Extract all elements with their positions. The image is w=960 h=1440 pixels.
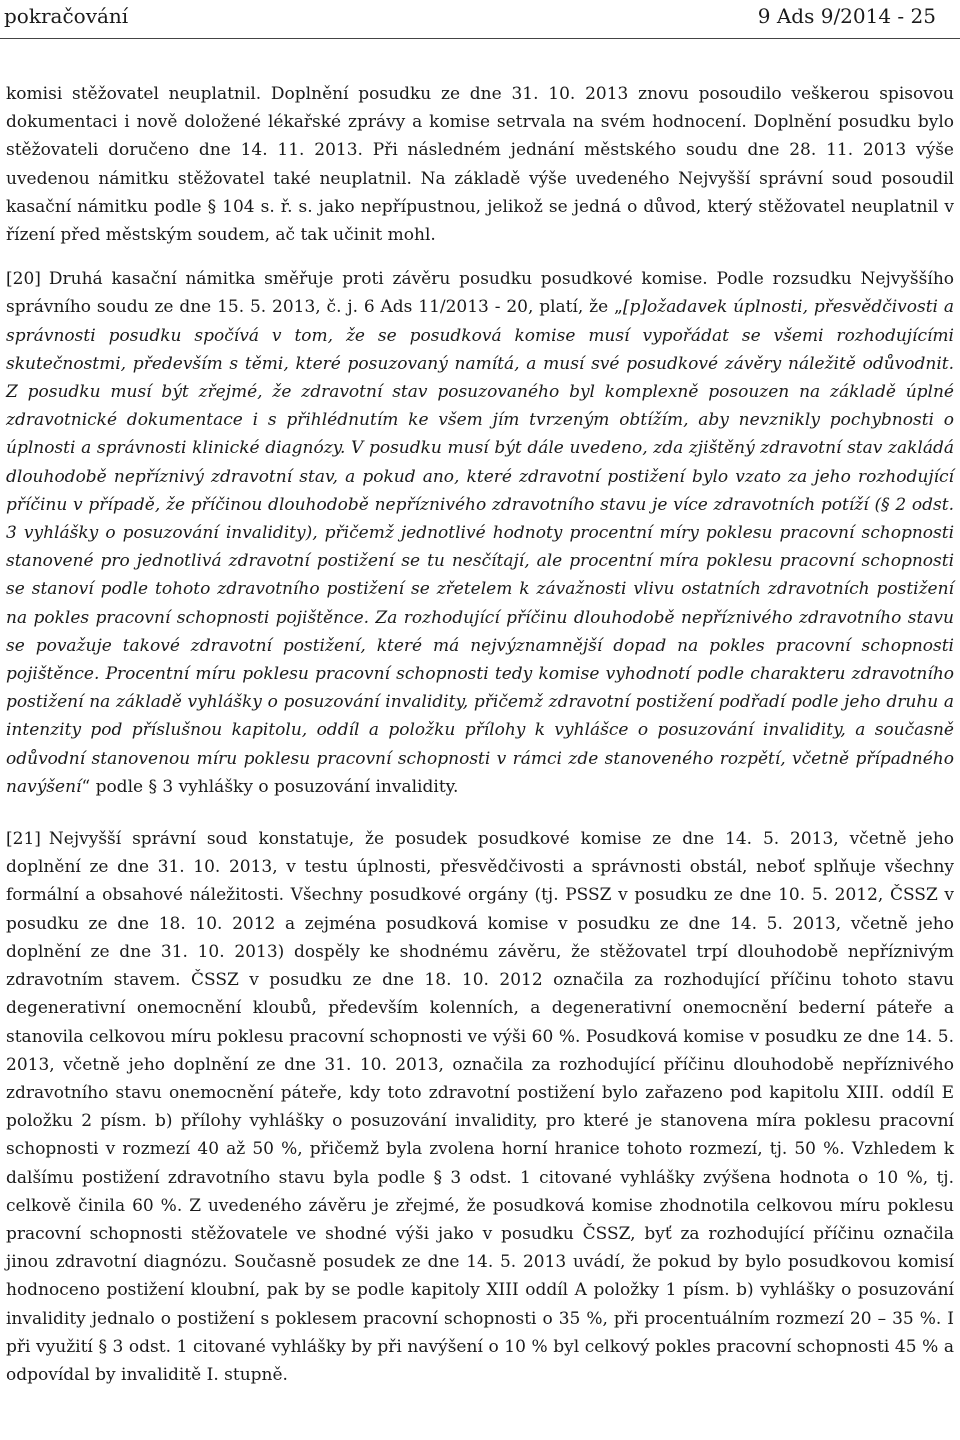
paragraph-21 — [6, 825, 954, 1389]
header-divider — [0, 38, 960, 39]
document-body — [6, 80, 954, 1405]
paragraph-tail: “ podle § 3 vyhlášky o posuzování invalidity. — [81, 776, 459, 797]
paragraph-continuation: komisi stěžovatel neuplatnil. Doplnění posudku ze dne 31. 10. 2013 znovu posoudilo veškerou spisovou dokumentaci i nově doložené lékařské zprávy a komise setrvala na svém hodnocení. Doplnění posudku bylo stěžovateli doručeno dne 14. 11. 2013. Při následném jednání městského soudu dne 28. 11. 2013 výše uvedenou námitku stěžovatel také neuplatnil. Na základě výše uvedeného Nejvyšší správní soud posoudil kasační námitku podle § 104 s. ř. s. jako nepřípustnou, jelikož se jedná o důvod, který stěžovatel neuplatnil v řízení před městským soudem, ač tak učinit mohl. — [6, 84, 954, 246]
paragraph-20 — [6, 265, 954, 801]
header-continuation: pokračování — [4, 4, 129, 28]
paragraph-lead: Druhá kasační námitka směřuje proti závěru posudku posudkové komise. Podle rozsudku Nejvyššího správního soudu ze dne 15. 5. 2013, č. j. 6 Ads 11/2013 - 20, platí, že „ — [6, 269, 954, 318]
court-citation-quote: [p]ožadavek úplnosti, přesvědčivosti a správnosti posudku spočívá v tom, že se posudková komise musí vypořádat se všemi rozhodujícími skutečnostmi, především s těmi, které posuzovaný namítá, a musí své posudkové závěry náležitě odůvodnit. Z posudku musí být zřejmé, že zdravotní stav posuzovaného byl komplexně posouzen na základě úplné zdravotnické dokumentace i s přihlédnutím ke všem jím tvrzeným obtížím, aby nevznikly pochybnosti o úplnosti a správnosti klinické diagnózy. V posudku musí být dále uvedeno, zda zjištěný zdravotní stav zakládá dlouhodobě nepříznivý zdravotní stav, a pokud ano, které zdravotní postižení bylo vzato za jeho rozhodující příčinu v případě, že příčinou dlouhodobě nepříznivého zdravotního stavu je více zdravotních potíží (§ 2 odst. 3 vyhlášky o posuzování invalidity), přičemž jednotlivé hodnoty procentní míry poklesu pracovní schopnosti stanovené pro jednotlivá zdravotní postižení se tu nesčítají, ale procentní míra poklesu pracovní schopnosti se stanoví podle tohoto zdravotního postižení se zřetelem k závažnosti vlivu ostatních zdravotních postižení na pokles pracovní schopnosti pojištěnce. Za rozhodující příčinu dlouhodobě nepříznivého zdravotního stavu se považuje takové zdravotní postižení, které má nejvýznamnější dopad na pokles pracovní schopnosti pojištěnce. Procentní míru poklesu pracovní schopnosti tedy komise vyhodnotí podle charakteru zdravotního postižení na základě vyhlášky o posuzování invalidity, přičemž zdravotní postižení podřadí podle jeho druhu a intenzity pod příslušnou kapitolu, oddíl a položku přílohy k vyhlášce o posuzování invalidity, a současně odůvodní stanovenou míru poklesu pracovní schopnosti v rámci zde stanoveného rozpětí, včetně případného navýšení — [6, 297, 954, 797]
paragraph-number: [20] — [6, 269, 41, 290]
paragraph-text: Nejvyšší správní soud konstatuje, že posudek posudkové komise ze dne 14. 5. 2013, včetně jeho doplnění ze dne 31. 10. 2013, v testu úplnosti, přesvědčivosti a správnosti obstál, neboť splňuje všechny formální a obsahové náležitosti. Všechny posudkové orgány (tj. PSSZ v posudku ze dne 10. 5. 2012, ČSSZ v posudku ze dne 18. 10. 2012 a zejména posudková komise v posudku ze dne 14. 5. 2013, včetně jeho doplnění ze dne 31. 10. 2013) dospěly ke shodnému závěru, že stěžovatel trpí dlouhodobě nepříznivým zdravotním stavem. ČSSZ v posudku ze dne 18. 10. 2012 označila za rozhodující příčinu tohoto stavu degenerativní onemocnění kloubů, především kolenních, a degenerativní onemocnění bederní páteře a stanovila celkovou míru poklesu pracovní schopnosti ve výši 60 %. Posudková komise v posudku ze dne 14. 5. 2013, včetně jeho doplnění ze dne 31. 10. 2013, označila za rozhodující příčinu dlouhodobě nepříznivého zdravotního stavu onemocnění páteře, kdy toto zdravotní postižení bylo zařazeno pod kapitolu XIII. oddíl E položku 2 písm. b) přílohy vyhlášky o posuzování invalidity, pro které je stanovena míra poklesu pracovní schopnosti v rozmezí 40 až 50 %, přičemž byla zvolena horní hranice tohoto rozmezí, tj. 50 %. Vzhledem k dalšímu postižení zdravotního stavu byla podle § 3 odst. 1 citované vyhlášky zvýšena hodnota o 10 %, tj. celkově činila 60 %. Z uvedeného závěru je zřejmé, že posudková komise zhodnotila celkovou míru poklesu pracovní schopnosti stěžovatele ve shodné výši jako v posudku ČSSZ, byť za rozhodující příčinu označila jinou zdravotní diagnózu. Současně posudek ze dne 14. 5. 2013 uvádí, že pokud by bylo posudkovou komisí hodnoceno postižení kloubní, pak by se podle kapitoly XIII oddíl A položky 1 písm. b) vyhlášky o posuzování invalidity jednalo o postižení s poklesem pracovní schopnosti o 35 %, při procentuálním rozmezí 20 – 35 %. I při využití § 3 odst. 1 citované vyhlášky by při navýšení o 10 % byl celkový pokles pracovní schopnosti 45 % a odpovídal by invaliditě I. stupně. — [6, 829, 954, 1385]
case-number: 9 Ads 9/2014 - 25 — [757, 4, 936, 28]
page-header — [0, 0, 960, 40]
paragraph-number: [21] — [6, 829, 41, 850]
